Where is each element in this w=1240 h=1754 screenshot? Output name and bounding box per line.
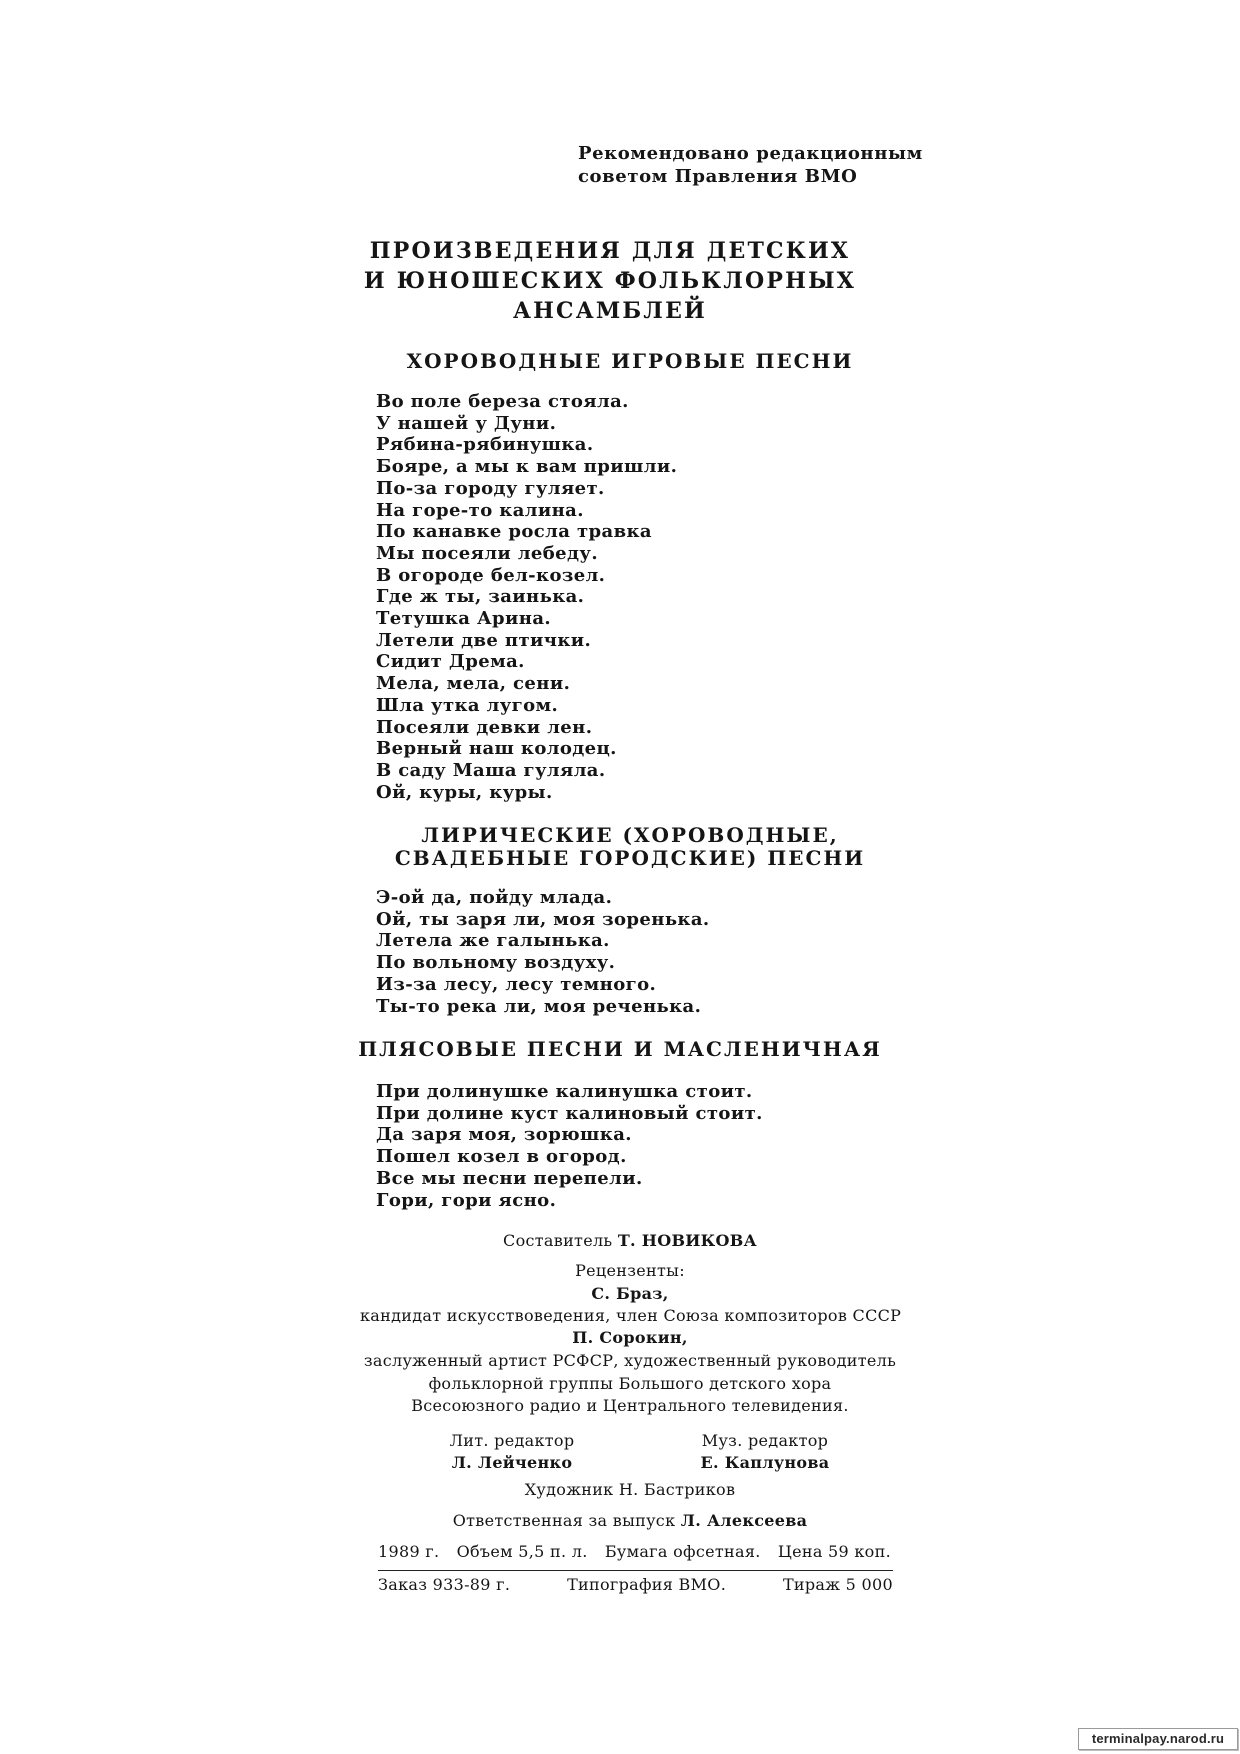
list-item: На горе-то калина. <box>376 499 584 521</box>
list-item: По вольному воздуху. <box>376 952 616 974</box>
section-heading-line: ХОРОВОДНЫЕ ИГРОВЫЕ ПЕСНИ <box>406 349 854 373</box>
section-heading-round-dance-games <box>340 350 920 373</box>
list-item: Все мы песни перепели. <box>376 1167 643 1189</box>
imprint-paper: Бумага офсетная. <box>604 1542 761 1561</box>
imprint-line-1 <box>378 1541 891 1563</box>
list-item: Ты-то река ли, моя реченька. <box>376 995 702 1017</box>
list-item: Рябина-рябинушка. <box>376 434 594 456</box>
list-item: Бояре, а мы к вам пришли. <box>376 456 678 478</box>
list-item: Сидит Дрема. <box>376 651 525 673</box>
list-item: Гори, гори ясно. <box>376 1189 557 1211</box>
list-item: Э-ой да, пойду млада. <box>376 887 613 908</box>
page-title <box>340 236 880 326</box>
list-item: Где ж ты, заинька. <box>376 586 585 608</box>
reviewer-2-name: П. Сорокин, <box>572 1328 688 1347</box>
title-line-1: ПРОИЗВЕДЕНИЯ ДЛЯ ДЕТСКИХ <box>369 238 851 264</box>
imprint-volume: Объем 5,5 п. л. <box>456 1542 588 1561</box>
compiler-label: Составитель <box>503 1231 613 1250</box>
imprint-line-2 <box>378 1574 893 1596</box>
compiler-credit <box>360 1230 900 1252</box>
list-item: При долинушке калинушка стоит. <box>376 1081 753 1102</box>
music-editor-credit <box>700 1430 830 1474</box>
list-item: Верный наш колодец. <box>376 738 617 760</box>
list-item: Из-за лесу, лесу темного. <box>376 973 657 995</box>
recommendation-line-1: Рекомендовано редакционным <box>578 143 923 164</box>
section-heading-line: ПЛЯСОВЫЕ ПЕСНИ И МАСЛЕНИЧНАЯ <box>358 1037 882 1061</box>
list-item: Ой, куры, куры. <box>376 781 553 803</box>
list-item: В саду Маша гуляла. <box>376 759 606 781</box>
list-item: При долине куст калиновый стоит. <box>376 1102 763 1124</box>
recommendation-note <box>578 142 923 188</box>
list-item: Мы посеяли лебеду. <box>376 542 599 564</box>
list-item: Летели две птички. <box>376 629 592 651</box>
list-item: Да заря моя, зорюшка. <box>376 1124 632 1146</box>
title-line-2: И ЮНОШЕСКИХ ФОЛЬКЛОРНЫХ <box>363 268 857 294</box>
imprint-divider <box>378 1570 893 1571</box>
reviewer-2-desc-line: фольклорной группы Большого детского хора <box>428 1373 832 1393</box>
section-heading-dance-songs <box>330 1038 910 1061</box>
list-item: Тетушка Арина. <box>376 608 552 630</box>
list-item: Мела, мела, сени. <box>376 673 571 695</box>
site-watermark: terminalpay.narod.ru <box>1078 1728 1238 1750</box>
reviewer-2-desc-line: заслуженный артист РСФСР, художественный руководитель <box>363 1351 897 1370</box>
list-item: Во поле береза стояла. <box>376 391 629 412</box>
literary-editor-name: Л. Лейченко <box>451 1453 573 1472</box>
song-list-dance-songs <box>376 1081 763 1211</box>
song-list-round-dance-games <box>376 391 677 803</box>
section-heading-line: ЛИРИЧЕСКИЕ (ХОРОВОДНЫЕ, <box>421 823 839 847</box>
reviewer-1-description: кандидат искусствоведения, член Союза композиторов СССР <box>360 1306 902 1325</box>
title-line-3: АНСАМБЛЕЙ <box>512 298 708 324</box>
list-item: По-за городу гуляет. <box>376 477 605 499</box>
recommendation-line-2: советом Правления ВМО <box>578 166 858 187</box>
responsible-credit <box>360 1510 900 1532</box>
imprint-year: 1989 г. <box>378 1542 440 1561</box>
reviewer-2-desc-line: Всесоюзного радио и Центрального телевидения. <box>411 1396 849 1415</box>
literary-editor-credit <box>447 1430 577 1474</box>
literary-editor-label: Лит. редактор <box>449 1431 575 1450</box>
list-item: В огороде бел-козел. <box>376 564 606 586</box>
reviewer-2-description <box>360 1350 900 1418</box>
list-item: По канавке росла травка <box>376 521 652 543</box>
list-item: Пошел козел в огород. <box>376 1146 627 1168</box>
imprint-price: Цена 59 коп. <box>777 1542 891 1561</box>
list-item: Ой, ты заря ли, моя зоренька. <box>376 908 710 930</box>
imprint-printer: Типография ВМО. <box>567 1575 727 1594</box>
artist-label: Художник <box>524 1480 614 1499</box>
reviewer-1-name: С. Браз, <box>591 1284 669 1303</box>
music-editor-name: Е. Каплунова <box>700 1453 830 1472</box>
imprint-run: Тираж 5 000 <box>782 1575 893 1594</box>
list-item: У нашей у Дуни. <box>376 412 557 434</box>
list-item: Шла утка лугом. <box>376 694 559 716</box>
music-editor-label: Муз. редактор <box>701 1431 829 1450</box>
responsible-name: Л. Алексеева <box>680 1511 808 1530</box>
reviewers-label: Рецензенты: <box>575 1261 685 1280</box>
imprint-order: Заказ 933-89 г. <box>378 1575 511 1594</box>
artist-name: Н. Бастриков <box>618 1480 736 1499</box>
section-heading-lyrical <box>340 824 920 870</box>
list-item: Летела же галынька. <box>376 930 610 952</box>
responsible-label: Ответственная за выпуск <box>452 1511 676 1530</box>
song-list-lyrical <box>376 887 710 1017</box>
list-item: Посеяли девки лен. <box>376 716 593 738</box>
compiler-name: Т. НОВИКОВА <box>617 1231 757 1250</box>
artist-credit <box>360 1479 900 1501</box>
section-heading-line: СВАДЕБНЫЕ ГОРОДСКИЕ) ПЕСНИ <box>394 846 866 870</box>
